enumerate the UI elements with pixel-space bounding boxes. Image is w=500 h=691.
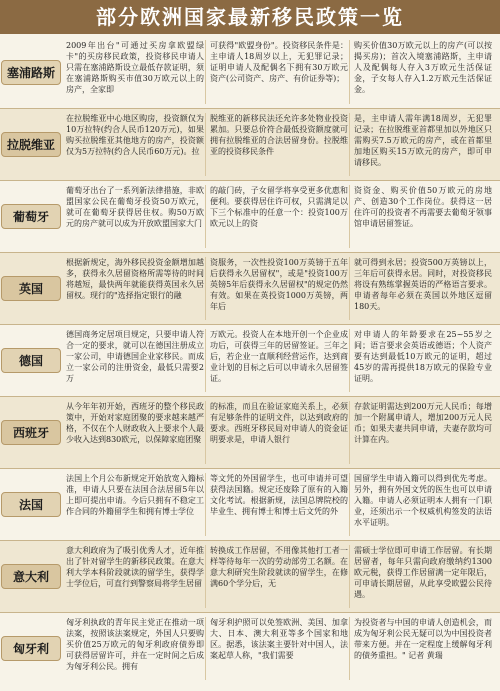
policy-text-col2: 匈牙利护照可以免签欧洲、美国、加拿大、日本、澳大利亚等多个国家和地区。据悉，该法案主要针对中国人，法案起草人称，"我们需要 bbox=[210, 618, 348, 660]
country-label: 意大利 bbox=[1, 564, 61, 589]
column-divider bbox=[349, 473, 350, 536]
column-divider bbox=[205, 545, 206, 608]
page-title: 部分欧洲国家最新移民政策一览 bbox=[0, 0, 500, 34]
column-divider bbox=[349, 257, 350, 320]
policy-text-col3: 需硕士学位即可申请工作居留。有长期居留者，每年只需向政府缴纳约1300欧元税，获得工作居留满一定年限后，可申请长期居留，从此享受欧盟公民待遇。 bbox=[354, 546, 492, 599]
policy-text-col2: 资服务，一次性投资100万英镑于五年后获得永久居留权"，或是"投资100万英镑5年后获得永久居留权"的规定仍然有效。如果在英投资1000万英镑，两年后 bbox=[210, 258, 348, 311]
column-divider bbox=[349, 40, 350, 104]
table-row bbox=[0, 540, 500, 612]
column-divider bbox=[205, 473, 206, 536]
table-row bbox=[0, 36, 500, 108]
column-divider bbox=[349, 329, 350, 392]
table-row bbox=[0, 396, 500, 468]
policy-text-col3: 购买价值30万欧元以上的房产(可以按揭买房)；首次入境塞浦路斯，主申请人及配偶每人存入3万欧元生活保证金，子女每人存入1.2万欧元生活保证金。 bbox=[354, 41, 492, 94]
country-label: 西班牙 bbox=[1, 420, 61, 445]
table-row bbox=[0, 108, 500, 180]
policy-text-col1: 2009年出台"可通过买房拿欧盟绿卡"的买房移民政策，投资移民申请人只需在塞浦路斯设立最低存款证明，须在塞浦路斯购买市值30万欧元以上的房产，全家即 bbox=[66, 41, 204, 94]
table-row bbox=[0, 612, 500, 684]
country-label: 葡萄牙 bbox=[1, 204, 61, 229]
policy-text-col1: 根据新规定，海外移民投资金额增加越多，获得永久居留资格所需等待的时间将越短，最快两年就能获得英国永久居留权。现行的"选择指定银行的融 bbox=[66, 258, 204, 300]
column-divider bbox=[205, 617, 206, 680]
column-divider bbox=[349, 617, 350, 680]
policy-table bbox=[0, 36, 500, 684]
column-divider bbox=[205, 401, 206, 464]
policy-text-col2: 脱维亚的新移民法还允许多处物业投资累加。只要总价符合最低投资额度就可拥有拉脱维亚的合法居留身份。拉脱维亚的投资移民条件 bbox=[210, 114, 348, 156]
policy-text-col2: 等文凭的外国留学生，也可申请并可望获得法国籍。规定还废除了原有的入籍文化考试。根据新规，法国总牌院校的毕业生、拥有博士和博士后文凭的外 bbox=[210, 474, 348, 516]
policy-text-col1: 意大利政府为了吸引优秀人才，近年推出了针对留学生的新移民政策。在意大利大学本科阶段就读的留学生，获得学士学位后，可直行到警察局将学生居留 bbox=[66, 546, 204, 588]
table-row bbox=[0, 324, 500, 396]
column-divider bbox=[349, 545, 350, 608]
policy-text-col3: 是，主申请人需年满18周岁，无犯罪记录；在拉脱维亚首都里加以外地区只需购买7.5万欧元的房产，或在首都里加地区购买15万欧元的房产，即可申请移民。 bbox=[354, 114, 492, 167]
column-divider bbox=[205, 185, 206, 248]
column-divider bbox=[205, 113, 206, 176]
column-divider bbox=[205, 329, 206, 392]
policy-text-col3: 存款证明需达到200万元人民币；每增加一个附属申请人，增加200万元人民币；如果夫妻共同申请，夫妻存款均可计算在内。 bbox=[354, 402, 492, 444]
policy-text-col3: 资资金、购买价值50万欧元的房地产、创造30个工作岗位。获得这一居住许可的投资者不再需要去葡萄牙领事馆申请居留签证。 bbox=[354, 186, 492, 228]
country-label: 匈牙利 bbox=[1, 636, 61, 661]
policy-text-col3: 国留学生申请入籍可以得到优先考虑。另外，拥有外国文凭的医生也可以申请入籍。申请人必须证明本人拥有一门职业，还须出示一个权威机构签发的法语水平证明。 bbox=[354, 474, 492, 527]
policy-text-col3: 就可得到永居；投资500万英镑以上，三年后可获得永居。同时，对投资移民将设有熟练掌握英语的严格语言要求。申请者每年必须在英国以外地区逗留180天。 bbox=[354, 258, 492, 311]
policy-text-col2: 可获得"欧盟身份"。投资移民条件是：主申请人18周岁以上，无犯罪记录；证明申请人及配偶名下拥有30万欧元资产(公司资产、房产、有价证券等)； bbox=[210, 41, 348, 83]
country-label: 塞浦路斯 bbox=[1, 60, 61, 85]
policy-text-col1: 匈牙利执政的青年民主党正在推动一项法案，按照该法案规定，外国人只要购买价值25万欧元的匈牙利政府债券即可获得居留许可，并在一定时间之后成为匈牙利公民。拥有 bbox=[66, 618, 204, 671]
policy-text-col1: 葡萄牙出台了一系列新法律措施，非欧盟国家公民在葡萄牙投资50万欧元，就可在葡萄牙获得居住权。购50万欧元的房产就可以成为开放欧盟国家大门 bbox=[66, 186, 204, 228]
table-row bbox=[0, 468, 500, 540]
policy-text-col2: 万欧元。投资人在本地开创一个企业成功后，可获得三年的居留签证。三年之后，若企业一直顺利经营运作，达到商业计划的目标之后可以申请永久居留签证。 bbox=[210, 330, 348, 383]
country-label: 德国 bbox=[1, 348, 61, 373]
policy-text-col2: 的敲门砖，子女留学将享受更多优惠和便利。要获得居住许可权，只需满足以下三个标准中的任意一个：投资100万欧元以上的资 bbox=[210, 186, 348, 228]
policy-text-col1: 从今年年初开始，西班牙的整个移民政策中，开始对家庭团聚的要求越来越严格，不仅在个人财政收入上要求个人最少收入达到830欧元，以保障家庭团聚 bbox=[66, 402, 204, 444]
policy-text-col3: 为投资者与中国的申请人创造机会，而成为匈牙利公民无疑可以为中国投资者带来方便。并在一定程度上缓解匈牙利的债务重担。" 记者 黄瑞 bbox=[354, 618, 492, 660]
policy-text-col3: 对申请人的年龄要求在25~55岁之间；语言要求会英语或德语；个人资产要有达到最低10万欧元的证明，超过45岁的需再提供18万欧元的保险专业证明。 bbox=[354, 330, 492, 383]
policy-text-col1: 在拉脱维亚中心地区购房，投资额仅为10万拉特(约合人民币120万元)，如果购买拉脱维亚其他地方的房产，投资额仅为5万拉特(约合人民币60万元)。拉 bbox=[66, 114, 204, 156]
table-row bbox=[0, 180, 500, 252]
table-row bbox=[0, 252, 500, 324]
policy-text-col2: 的标准，而且在验证家庭关系上，必须有足够条件的证明文件，以达到政府的要求。西班牙移民局对申请人的资金证明要求是，申请人银行 bbox=[210, 402, 348, 444]
column-divider bbox=[205, 257, 206, 320]
column-divider bbox=[349, 113, 350, 176]
column-divider bbox=[349, 401, 350, 464]
policy-text-col2: 转换成工作居留，不用像其他打工者一样等待每年一次的劳动部劳工名额。在意大利研究生阶段就读的留学生，在修满60个学分后，无 bbox=[210, 546, 348, 588]
country-label: 英国 bbox=[1, 276, 61, 301]
policy-text-col1: 德国商务定居项目规定，只要申请人符合一定的要求，就可以在德国注册成立一家公司，申请德国企业家移民。而成立一家公司的注册资金，最低只需要2万 bbox=[66, 330, 204, 383]
country-label: 法国 bbox=[1, 492, 61, 517]
country-label: 拉脱维亚 bbox=[1, 132, 61, 157]
policy-text-col1: 法国上个月公布新规定开始放宽入籍标准，申请人只要在法国合法居留5年以上即可提出申请。今后只拥有不稳定工作合同的外籍留学生和拥有博士学位 bbox=[66, 474, 204, 516]
column-divider bbox=[349, 185, 350, 248]
column-divider bbox=[205, 40, 206, 104]
